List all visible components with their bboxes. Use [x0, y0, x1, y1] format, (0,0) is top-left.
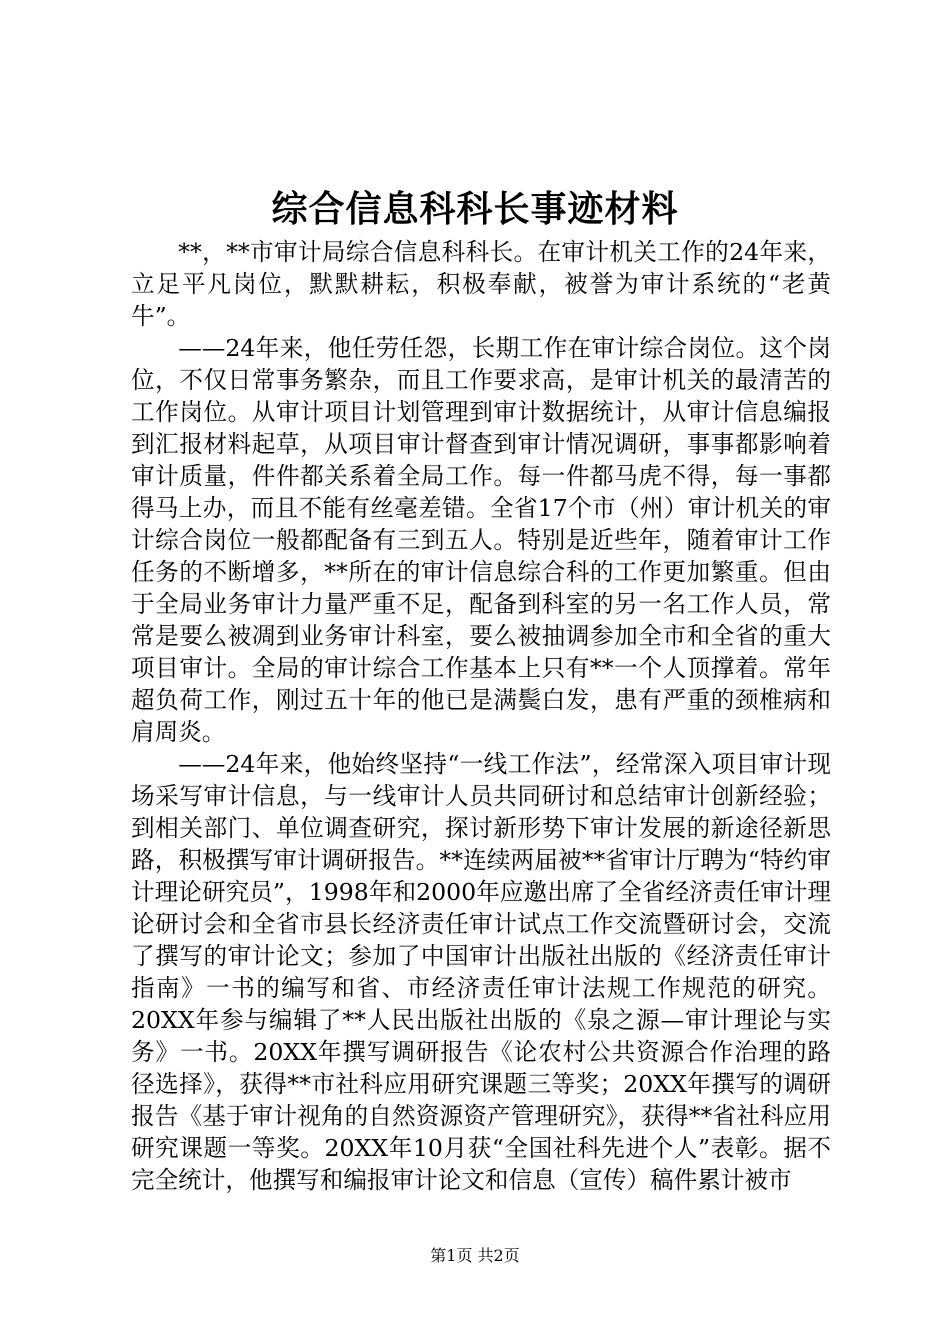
paragraph-intro: **，**市审计局综合信息科科长。在审计机关工作的24年来，立足平凡岗位，默默耕耘，积极奉献，被誉为审计系统的“老黄牛”。 — [131, 238, 831, 330]
paragraph-research: ——24年来，他始终坚持“一线工作法”，经常深入项目审计现场采写审计信息，与一线审计人员共同研讨和总结审计创新经验；到相关部门、单位调查研究，探讨新形势下审计发展的新途径新思路，积极撰写审计调研报告。**连续两届被**省审计厅聘为“特约审计理论研究员”，1998年和2000年应邀出席了全省经济责任审计理论研讨会和全省市县长经济责任审计试点工作交流暨研讨会，交流了撰写的审计论文；参加了中国审计出版社出版的《经济责任审计指南》一书的编写和省、市经济责任审计法规工作规范的研究。20XX年参与编辑了**人民出版社出版的《泉之源—审计理论与实务》一书。20XX年撰写调研报告《论农村公共资源合作治理的路径选择》，获得**市社科应用研究课题三等奖；20XX年撰写的调研报告《基于审计视角的自然资源资产管理研究》，获得**省社科应用研究课题一等奖。20XX年10月获“全国社科先进个人”表彰。据不完全统计，他撰写和编报审计论文和信息（宣传）稿件累计被市 — [131, 750, 831, 1194]
document-body — [131, 236, 831, 1196]
paragraph-work-post: ——24年来，他任劳任怨，长期工作在审计综合岗位。这个岗位，不仅日常事务繁杂，而且工作要求高，是审计机关的最清苦的工作岗位。从审计项目计划管理到审计数据统计，从审计信息编报到汇报材料起草，从项目审计督查到审计情况调研，事事都影响着审计质量，件件都关系着全局工作。每一件都马虎不得，每一事都得马上办，而且不能有丝毫差错。全省17个市（州）审计机关的审计综合岗位一般都配备有三到五人。特别是近些年，随着审计工作任务的不断增多，**所在的审计信息综合科的工作更加繁重。但由于全局业务审计力量严重不足，配备到科室的另一名工作人员，常常是要么被凋到业务审计科室，要么被抽调参加全市和全省的重大项目审计。全局的审计综合工作基本上只有**一个人顶撑着。常年超负荷工作，刚过五十年的他已是满鬓白发，患有严重的颈椎病和肩周炎。 — [131, 334, 831, 746]
document-title: 综合信息科科长事迹材料 — [271, 188, 679, 230]
page-footer: 第1页 共2页 — [430, 1246, 520, 1265]
